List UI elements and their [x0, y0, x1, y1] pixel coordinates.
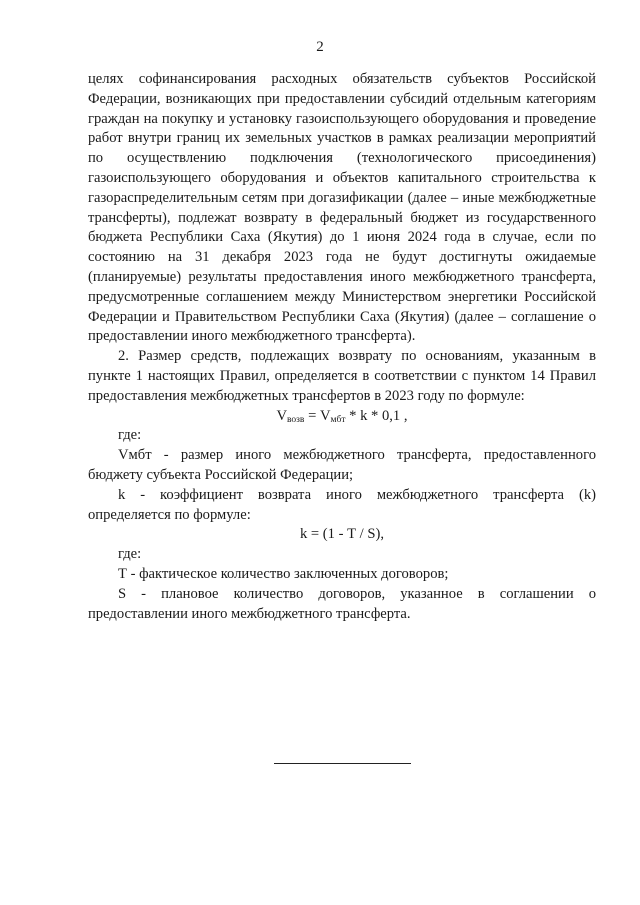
end-of-document-rule: [274, 763, 411, 764]
document-body: [88, 70, 596, 624]
formula-refund-amount: [88, 407, 596, 427]
formula-rhs-base: V: [319, 407, 331, 424]
paragraph-continuation: целях софинансирования расходных обязательств субъектов Российской Федерации, возникающих при предоставлении субсидий отдельным категориям граждан на покупку и установку газоиспользующего оборудования и проведение работ внутри границ их земельных участков в рамках реализации мероприятий по осуществлению подключения (технологического присоединения) газоиспользующего оборудования и объектов капитального строительства к газораспределительным сетям при догазификации (далее – иные межбюджетные трансферты), подлежат возврату в федеральный бюджет из государственного бюджета Республики Саха (Якутия) до 1 июня 2024 года в случае, если по состоянию на 31 декабря 2023 года не будут достигнуты ожидаемые (планируемые) результаты предоставления иного межбюджетного трансферта, предусмотренные соглашением между Министерством энергетики Российской Федерации и Правительством Республики Саха (Якутия) (далее – соглашение о предоставлении иного межбюджетного трансферта).: [88, 71, 596, 345]
formula-lhs-subscript: возв: [287, 414, 305, 425]
formula-equals: =: [304, 407, 320, 424]
formula-coefficient-k: k = (1 - Т / S),: [299, 526, 385, 543]
definition-k: k - коэффициент возврата иного межбюджетного трансферта (k) определяется по формуле:: [88, 486, 596, 523]
where-label-1: где:: [118, 427, 142, 444]
page-number: 2: [316, 39, 324, 55]
where-label-2: где:: [118, 546, 142, 563]
definition-t: Т - фактическое количество заключенных договоров;: [118, 565, 449, 582]
formula-lhs-base: V: [276, 407, 287, 424]
paragraph-2: 2. Размер средств, подлежащих возврату по основаниям, указанным в пункте 1 настоящих Правил, определяется в соответствии с пунктом 14 Правил предоставления межбюджетных трансфертов в 2023 году по формуле:: [88, 348, 596, 404]
definition-s: S - плановое количество договоров, указанное в соглашении о предоставлении иного межбюджетного трансферта.: [88, 585, 596, 622]
definition-v-mbt: Vмбт - размер иного межбюджетного трансферта, предоставленного бюджету субъекта Российской Федерации;: [88, 447, 596, 483]
formula-rhs-rest: * k * 0,1 ,: [345, 407, 408, 424]
formula-rhs-subscript: мбт: [330, 414, 346, 425]
